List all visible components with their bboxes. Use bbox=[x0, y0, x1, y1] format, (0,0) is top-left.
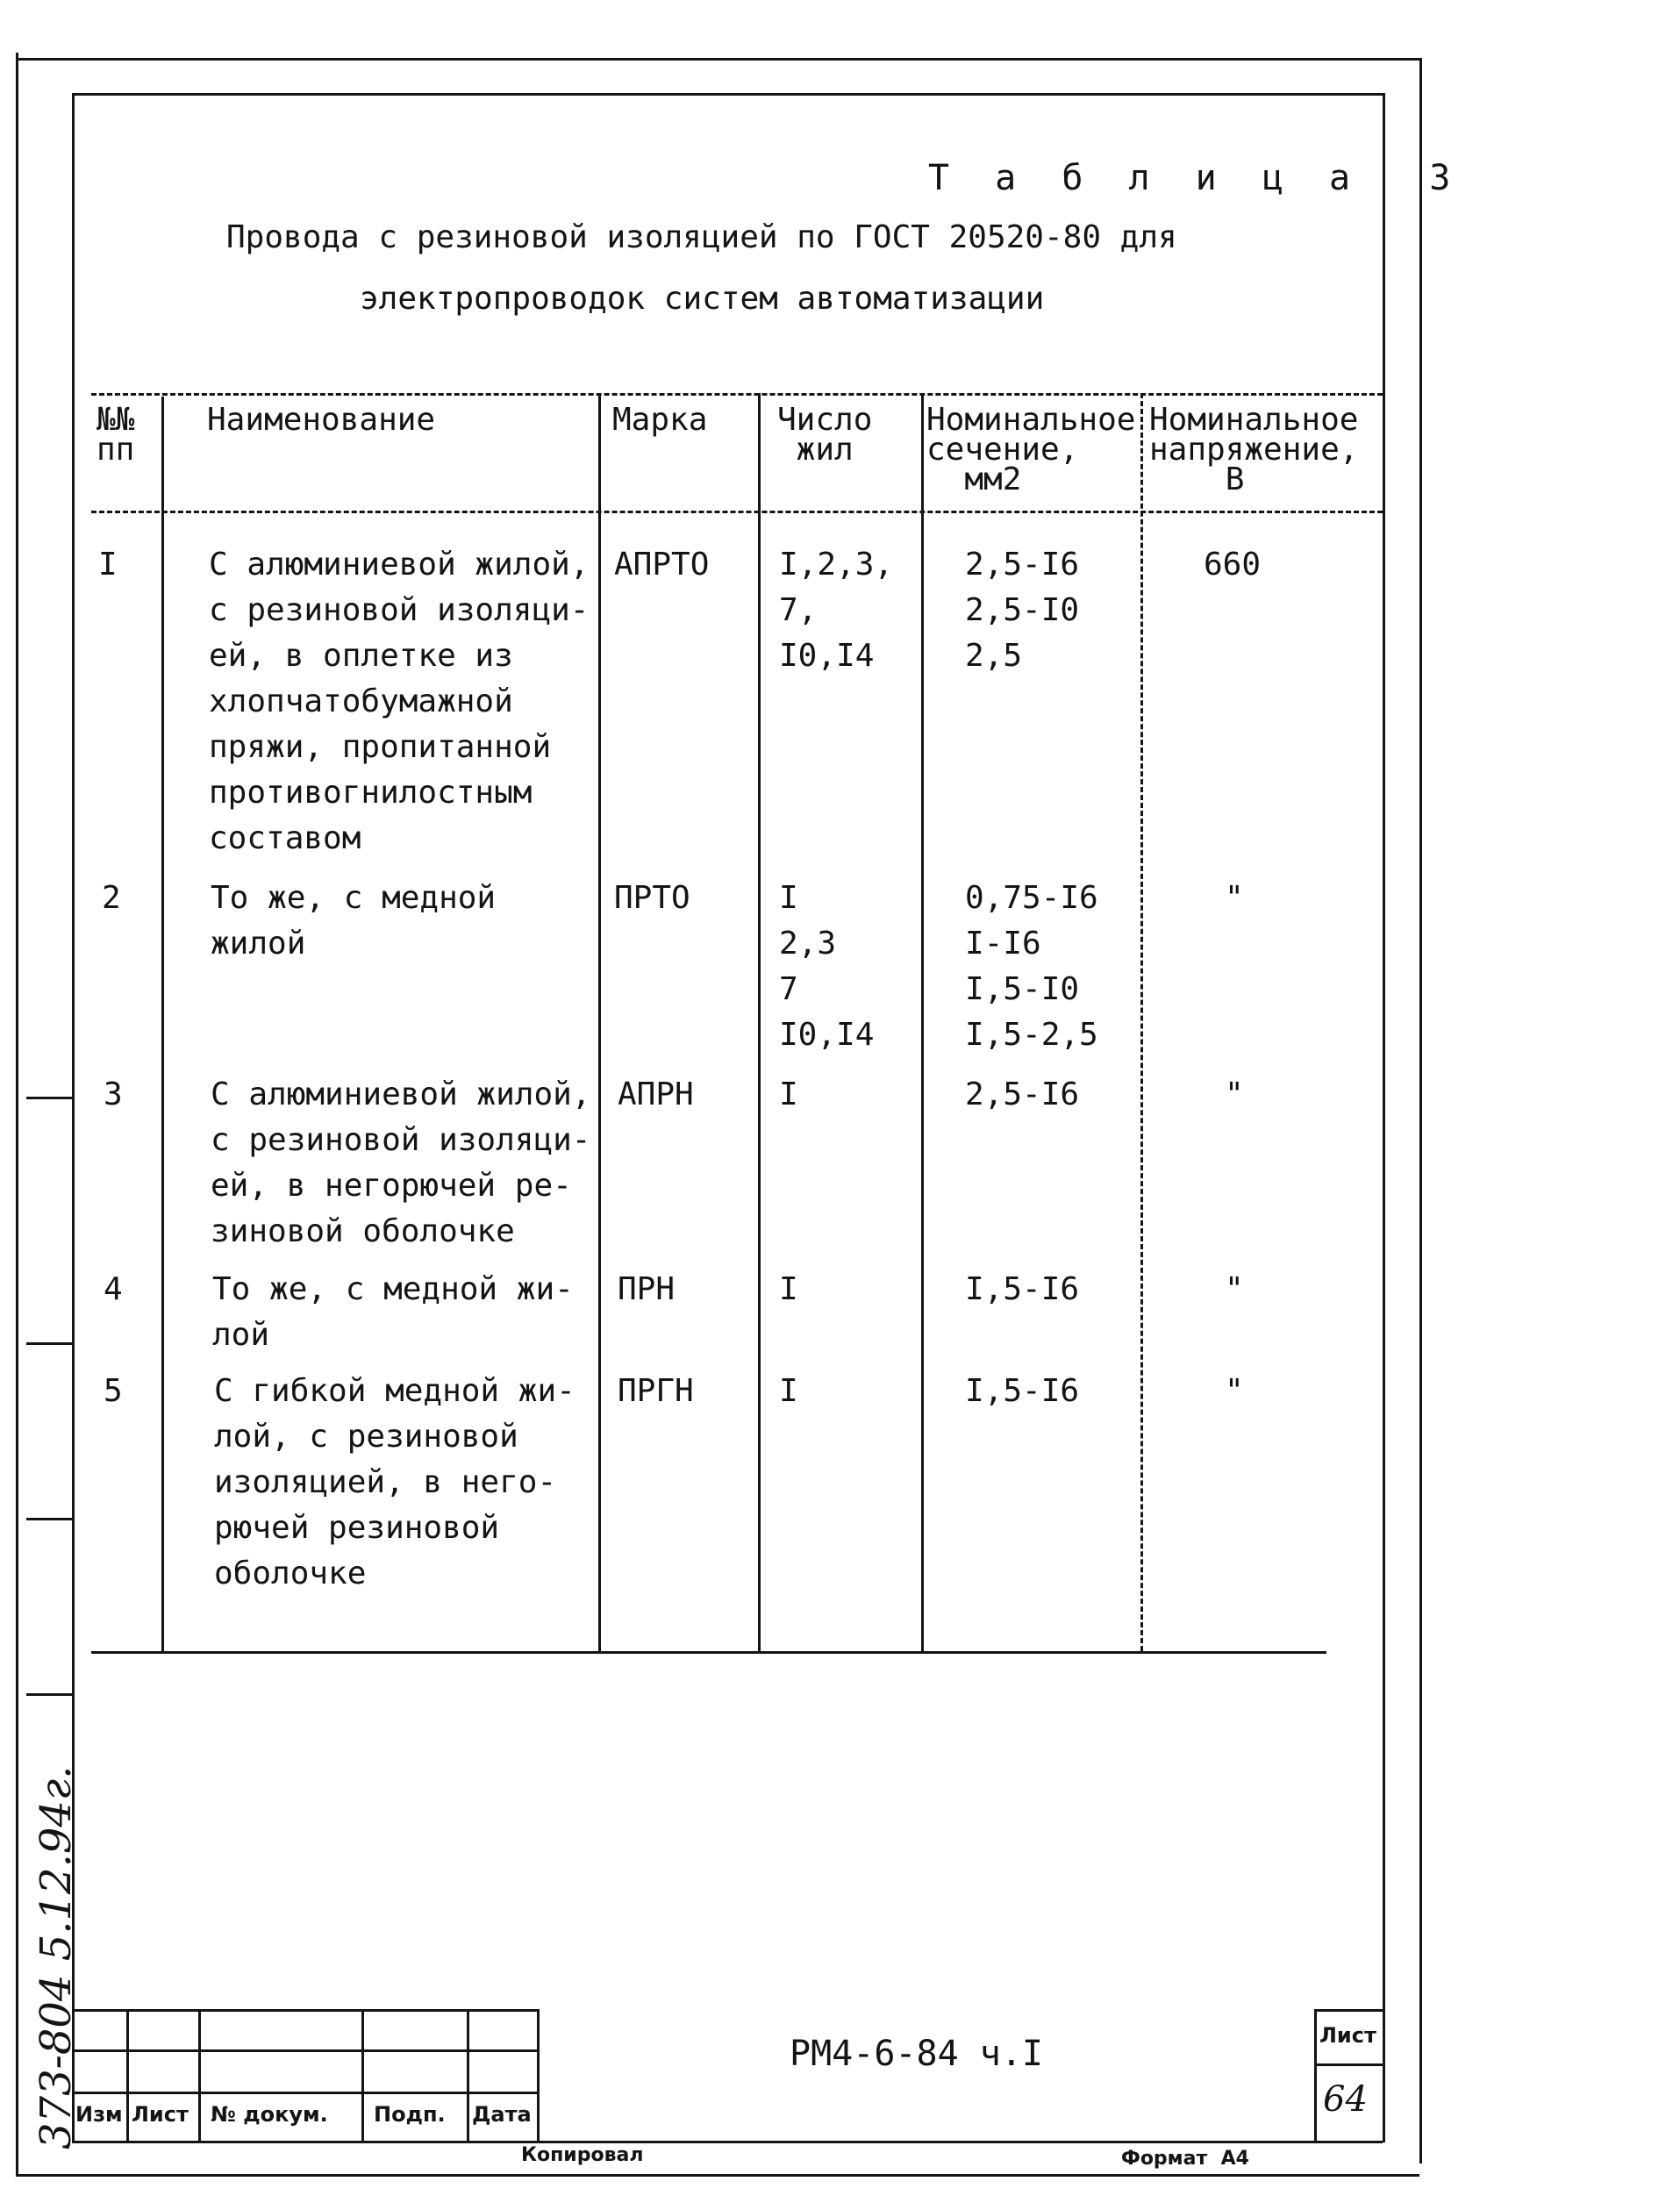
row3-mark: АПРН bbox=[618, 1076, 694, 1112]
row4-section: I,5-I6 bbox=[965, 1271, 1080, 1307]
row1-mark: АПРТО bbox=[614, 547, 710, 583]
table-bottom-line bbox=[91, 1651, 1326, 1654]
header-mark: Марка bbox=[612, 402, 708, 438]
row5-name: С гибкой медной жи- лой, с резиновой изоляцией, в него- рючей резиновой оболочке bbox=[214, 1373, 575, 1591]
row5-section: I,5-I6 bbox=[965, 1373, 1080, 1409]
inner-right-border bbox=[1383, 93, 1385, 2142]
row1-cores: I,2,3, 7, I0,I4 bbox=[779, 547, 894, 674]
margin-strip-line bbox=[26, 1518, 72, 1520]
stamp-col-sep bbox=[467, 2009, 469, 2141]
table-title-line1: Провода с резиновой изоляцией по ГОСТ 20520-80 для bbox=[226, 219, 1177, 255]
row3-section: 2,5-I6 bbox=[965, 1076, 1080, 1112]
row4-cores: I bbox=[779, 1271, 798, 1307]
row2-num: 2 bbox=[102, 880, 121, 916]
sheet-label: Лист bbox=[1319, 2023, 1376, 2048]
stamp-col-izm: Изм bbox=[75, 2102, 123, 2127]
stamp-col-sep bbox=[198, 2009, 201, 2141]
stamp-col-sep bbox=[361, 2009, 364, 2141]
doc-code: РМ4-6-84 ч.I bbox=[790, 2034, 1043, 2074]
row4-num: 4 bbox=[104, 1271, 123, 1307]
row1-name: С алюминиевой жилой, с резиновой изоляци- ей, в оплетке из хлопчатобумажной пряжи, пропитанной противогнилостным составом bbox=[209, 547, 590, 856]
row2-voltage: " bbox=[1225, 880, 1244, 916]
inner-top-border bbox=[72, 93, 1383, 96]
row5-cores: I bbox=[779, 1373, 798, 1409]
table-label: Т а б л и ц а 3 bbox=[928, 158, 1463, 198]
sheet-box-left bbox=[1314, 2009, 1317, 2141]
outer-left-border bbox=[16, 53, 18, 2176]
table-title-line2: электропроводок систем автоматизации bbox=[360, 281, 1045, 317]
stamp-col-doc: № докум. bbox=[211, 2102, 328, 2127]
footer-format: Формат А4 bbox=[1121, 2148, 1249, 2170]
row2-name: То же, с медной жилой bbox=[211, 880, 497, 962]
sheet-box-mid bbox=[1314, 2063, 1383, 2066]
side-inscription: 373-804 5.12.94г. bbox=[32, 1765, 81, 2149]
row5-num: 5 bbox=[104, 1373, 123, 1409]
stamp-col-sep bbox=[126, 2009, 129, 2141]
inner-bottom-border bbox=[72, 2141, 1383, 2143]
col-sep-5 bbox=[1140, 393, 1143, 1651]
row1-section: 2,5-I6 2,5-I0 2,5 bbox=[965, 547, 1080, 674]
row2-section: 0,75-I6 I-I6 I,5-I0 I,5-2,5 bbox=[965, 880, 1098, 1053]
stamp-col-sep bbox=[537, 2009, 540, 2141]
margin-strip-line bbox=[26, 1342, 72, 1345]
header-voltage: Номинальное напряжение, В bbox=[1149, 402, 1359, 497]
col-sep-2 bbox=[598, 393, 601, 1651]
col-sep-4 bbox=[921, 393, 924, 1651]
col-sep-1 bbox=[161, 397, 164, 1651]
row5-voltage: " bbox=[1225, 1373, 1244, 1409]
outer-right-border bbox=[1419, 58, 1422, 2164]
row1-voltage: 660 bbox=[1204, 547, 1262, 583]
table-top-line bbox=[91, 393, 1383, 396]
row5-mark: ПРГН bbox=[618, 1373, 694, 1409]
outer-bottom-border bbox=[16, 2174, 1419, 2177]
sheet-number: 64 bbox=[1323, 2079, 1368, 2120]
header-cores: Число жил bbox=[777, 402, 873, 468]
row1-num: I bbox=[98, 547, 118, 583]
row3-name: С алюминиевой жилой, с резиновой изоляци- ей, в негорючей ре- зиновой оболочке bbox=[211, 1076, 591, 1249]
sheet-box-top bbox=[1314, 2009, 1383, 2012]
stamp-col-date: Дата bbox=[472, 2102, 532, 2127]
row2-mark: ПРТО bbox=[614, 880, 690, 916]
header-num: №№ пп bbox=[97, 402, 135, 468]
row2-cores: I 2,3 7 I0,I4 bbox=[779, 880, 875, 1053]
col-sep-3 bbox=[758, 393, 761, 1651]
row3-num: 3 bbox=[104, 1076, 123, 1112]
row4-voltage: " bbox=[1225, 1271, 1244, 1307]
row3-cores: I bbox=[779, 1076, 798, 1112]
stamp-col-sign: Подп. bbox=[374, 2102, 446, 2127]
margin-strip-line bbox=[26, 1693, 72, 1696]
footer-copied: Копировал bbox=[521, 2144, 644, 2166]
margin-strip-line bbox=[26, 1097, 72, 1099]
header-name: Наименование bbox=[207, 402, 436, 438]
header-section: Номинальное сечение, мм2 bbox=[926, 402, 1136, 497]
stamp-col-list: Лист bbox=[132, 2102, 189, 2127]
row4-name: То же, с медной жи- лой bbox=[212, 1271, 574, 1353]
row3-voltage: " bbox=[1225, 1076, 1244, 1112]
row4-mark: ПРН bbox=[618, 1271, 676, 1307]
outer-top-border bbox=[16, 58, 1421, 61]
table-header-bottom bbox=[91, 511, 1383, 513]
